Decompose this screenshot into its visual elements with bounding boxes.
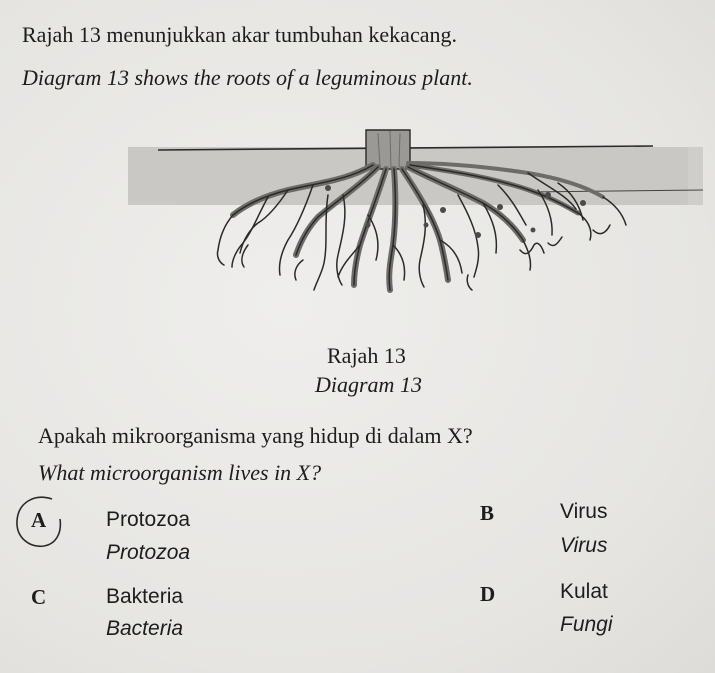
- option-b-malay[interactable]: Virus: [560, 500, 608, 523]
- option-b-letter[interactable]: B: [480, 501, 495, 525]
- option-a-malay[interactable]: Protozoa: [106, 508, 191, 531]
- option-c-english[interactable]: Bacteria: [106, 617, 184, 640]
- ask-english: What microorganism lives in X?: [38, 460, 322, 485]
- question-stem-malay: Rajah 13 menunjukkan akar tumbuhan kekacang.: [22, 22, 457, 47]
- option-d-malay[interactable]: Kulat: [560, 580, 608, 603]
- option-d-letter[interactable]: D: [480, 582, 496, 606]
- option-c-letter[interactable]: C: [31, 585, 47, 609]
- ask-malay: Apakah mikroorganisma yang hidup di dalam X?: [38, 423, 473, 448]
- option-c-malay[interactable]: Bakteria: [106, 585, 184, 608]
- option-a-english[interactable]: Protozoa: [106, 541, 191, 564]
- option-b-english[interactable]: Virus: [560, 534, 608, 557]
- caption-english: Diagram 13: [315, 372, 422, 397]
- caption-malay: Rajah 13: [327, 343, 406, 368]
- option-a-letter[interactable]: A: [31, 508, 47, 532]
- root-diagram: [128, 125, 703, 305]
- option-d-english[interactable]: Fungi: [560, 613, 613, 636]
- question-stem-english: Diagram 13 shows the roots of a leguminous plant.: [22, 65, 473, 90]
